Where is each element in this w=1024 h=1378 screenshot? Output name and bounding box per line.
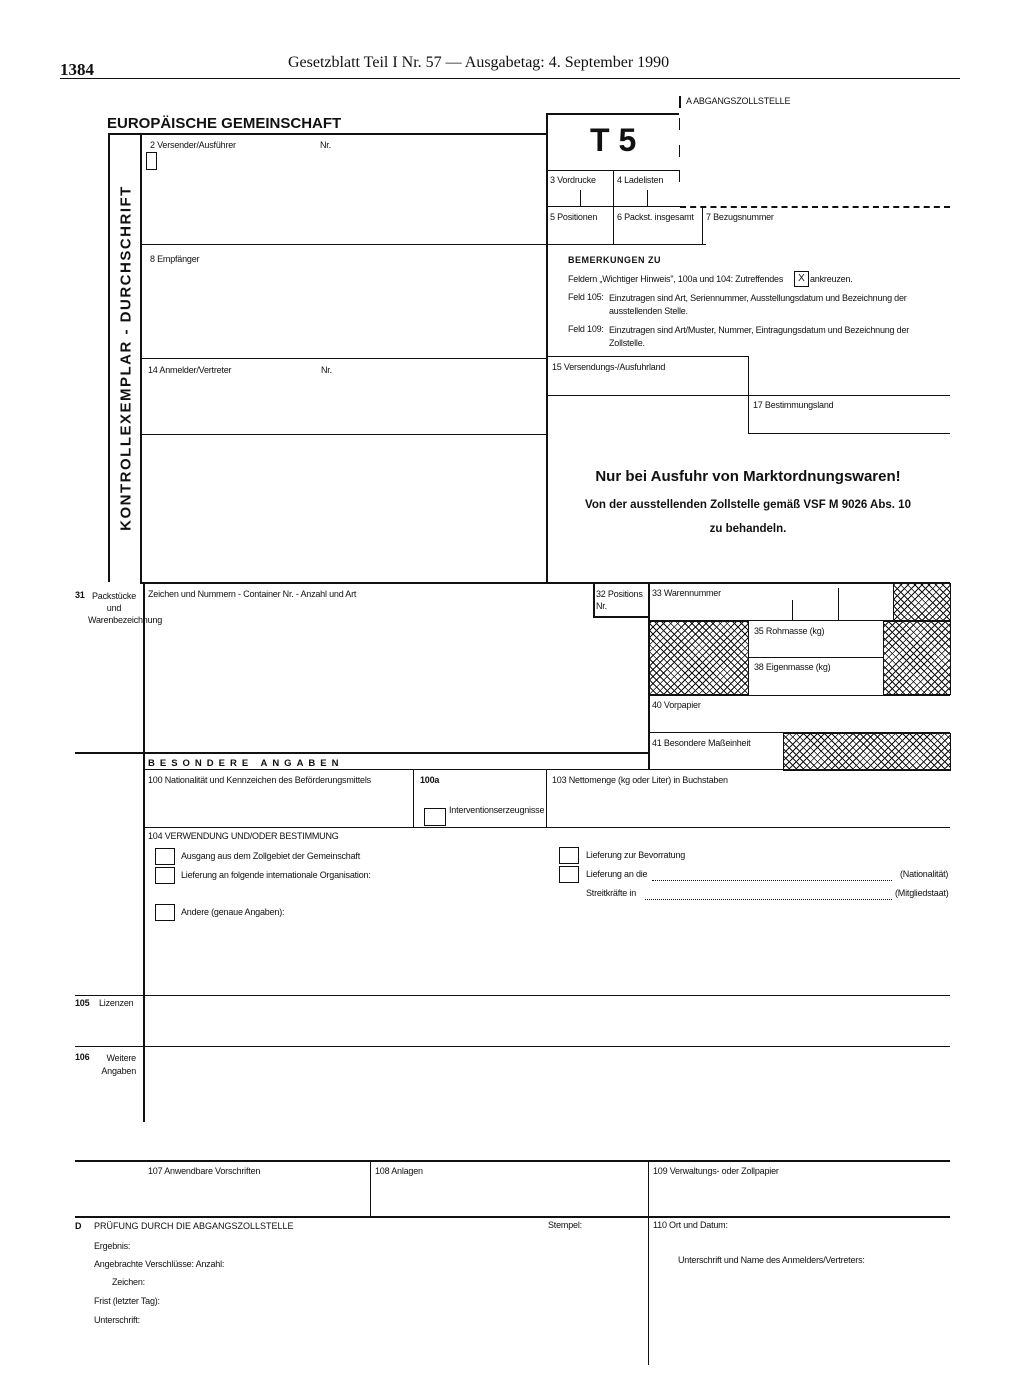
field-14-nr: Nr. xyxy=(321,365,332,375)
remarks-105-label: Feld 105: xyxy=(568,292,604,302)
field-106-label: Weitere Angaben xyxy=(101,1053,136,1076)
form-code: T 5 xyxy=(590,122,637,158)
field-108-109-divider xyxy=(648,1160,649,1365)
field-33-tick1 xyxy=(792,600,793,620)
field-35-crosshatch-left xyxy=(649,621,749,695)
stamp-label: Stempel: xyxy=(548,1220,582,1230)
field-3-4-divider xyxy=(613,170,614,206)
special-title: BESONDERE ANGABEN xyxy=(148,758,344,769)
field-110-signature: Unterschrift und Name des Anmelders/Vertreters: xyxy=(678,1255,865,1265)
remarks-line1b: ankreuzen. xyxy=(810,274,853,284)
row-14-bottom xyxy=(140,434,546,435)
field-a-label: A ABGANGSZOLLSTELLE xyxy=(686,96,791,106)
field-4-label: 4 Ladelisten xyxy=(617,175,664,185)
community-title: EUROPÄISCHE GEMEINSCHAFT xyxy=(107,115,342,132)
row-103-bottom xyxy=(143,827,950,828)
bezug-dashed-rule xyxy=(680,206,950,208)
side-label: KONTROLLEXEMPLAR - DURCHSCHRIFT xyxy=(117,185,135,531)
field-103-label: 103 Nettomenge (kg oder Liter) in Buchstaben xyxy=(552,775,728,785)
field-2-box[interactable] xyxy=(146,152,157,170)
field-105-num: 105 xyxy=(75,998,90,1008)
notice-line2: Von der ausstellenden Zollstelle gemäß VSF M 9026 Abs. 10 xyxy=(585,499,911,511)
opt-1-label: Ausgang aus dem Zollgebiet der Gemeinschaft xyxy=(181,851,361,861)
field-100-100a-divider xyxy=(413,769,414,827)
field-14-label: 14 Anmelder/Vertreter xyxy=(148,365,232,375)
special-left-column xyxy=(143,752,145,1122)
opt-5-dotted-line[interactable] xyxy=(652,880,892,881)
special-top-rule xyxy=(75,752,648,754)
header-rule xyxy=(60,78,960,79)
field-100a-label: 100a xyxy=(420,775,440,785)
row-5-bottom-right xyxy=(546,244,706,245)
field-33-tick2 xyxy=(838,588,839,620)
field-33-label: 33 Warennummer xyxy=(652,588,721,598)
opt-5b-dotted-line[interactable] xyxy=(645,899,892,900)
t5-top xyxy=(546,113,679,115)
row-105-top xyxy=(75,995,950,996)
opt-2-label: Lieferung an folgende internationale Organisation: xyxy=(181,870,371,880)
field-32-label: 32 Positions Nr. xyxy=(596,589,643,611)
row-35-bottom xyxy=(748,657,883,658)
field-5-label: 5 Positionen xyxy=(550,212,598,222)
field-31-text: Zeichen und Nummern - Container Nr. - Anzahl und Art xyxy=(148,589,357,599)
remarks-105-text: Einzutragen sind Art, Seriennummer, Ausstellungsdatum und Bezeichnung der ausstellenden Stelle. xyxy=(609,293,907,316)
opt-4-label: Lieferung zur Bevorratung xyxy=(586,850,686,860)
field-2-nr: Nr. xyxy=(320,140,331,150)
field-107-label: 107 Anwendbare Vorschriften xyxy=(148,1166,261,1176)
field-107-108-divider xyxy=(370,1160,371,1216)
field-6-label: 6 Packst. insgesamt xyxy=(617,212,694,222)
field-4-tick xyxy=(647,190,648,206)
field-108-label: 108 Anlagen xyxy=(375,1166,423,1176)
remarks-line1a: Feldern „Wichtiger Hinweis", 100a und 104: Zutreffendes xyxy=(568,274,784,284)
row-38-bottom xyxy=(648,695,950,696)
field-a-marker xyxy=(679,96,681,108)
side-column-left xyxy=(108,134,110,582)
notice-line3: zu behandeln. xyxy=(709,523,787,535)
field-100a-checkbox[interactable] xyxy=(424,808,446,826)
field-31-num: 31 xyxy=(75,590,85,600)
opt-1-checkbox[interactable] xyxy=(155,848,175,865)
field-38-label: 38 Eigenmasse (kg) xyxy=(754,662,831,672)
field-33-crosshatch xyxy=(893,583,951,621)
field-d-letter: D xyxy=(75,1221,82,1231)
row-17-bottom xyxy=(748,433,950,434)
row-106-bottom xyxy=(75,1160,950,1162)
goods-top-rule xyxy=(140,582,950,584)
field-35-crosshatch-right xyxy=(883,621,951,695)
field-d-label: PRÜFUNG DURCH DIE ABGANGSZOLLSTELLE xyxy=(94,1221,294,1231)
opt-4-checkbox[interactable] xyxy=(559,847,579,864)
field-41-crosshatch xyxy=(783,733,951,771)
row-15-top xyxy=(546,356,748,357)
opt-5b-member-state: (Mitgliedstaat) xyxy=(895,888,949,898)
d-seals: Angebrachte Verschlüsse: Anzahl: xyxy=(94,1259,225,1269)
row-105-bottom xyxy=(75,1046,950,1047)
remarks-title: BEMERKUNGEN ZU xyxy=(568,255,662,265)
row-d-top xyxy=(75,1216,950,1218)
d-deadline: Frist (letzter Tag): xyxy=(94,1296,160,1306)
t5-right-tick2 xyxy=(679,145,680,157)
gazette-title: Gesetzblatt Teil I Nr. 57 — Ausgabetag: 4. September 1990 xyxy=(288,54,670,71)
row-14-top xyxy=(140,358,546,359)
remarks-109-label: Feld 109: xyxy=(568,324,604,334)
row-5-bottom xyxy=(140,244,546,245)
opt-2-checkbox[interactable] xyxy=(155,867,175,884)
d-result: Ergebnis: xyxy=(94,1241,131,1251)
page-number: 1384 xyxy=(60,60,94,79)
field-32-box[interactable] xyxy=(593,582,648,618)
field-17-label: 17 Bestimmungsland xyxy=(753,400,834,410)
field-41-label: 41 Besondere Maßeinheit xyxy=(652,738,751,748)
notice-heading: Nur bei Ausfuhr von Marktordnungswaren! xyxy=(595,468,901,485)
opt-3-checkbox[interactable] xyxy=(155,904,175,921)
remarks-109-text: Einzutragen sind Art/Muster, Nummer, Eintragungsdatum und Bezeichnung der Zollstelle. xyxy=(609,325,910,348)
d-marks: Zeichen: xyxy=(112,1277,145,1287)
field-31-label: Packstücke und Warenbezeichnung xyxy=(88,591,163,625)
field-106-num: 106 xyxy=(75,1052,90,1062)
field-2-label: 2 Versender/Ausführer xyxy=(150,140,236,150)
t5-left xyxy=(546,113,548,583)
field-104-label: 104 VERWENDUNG UND/ODER BESTIMMUNG xyxy=(148,831,339,841)
opt-5-label: Lieferung an die xyxy=(586,869,648,879)
top-rule xyxy=(108,133,546,135)
remarks-checkbox-x: X xyxy=(794,271,809,287)
field-109-label: 109 Verwaltungs- oder Zollpapier xyxy=(653,1166,779,1176)
field-100a-103-divider xyxy=(546,769,547,827)
opt-3-label: Andere (genaue Angaben): xyxy=(181,907,285,917)
field-3-label: 3 Vordrucke xyxy=(550,175,596,185)
field-6-7-divider xyxy=(702,206,703,244)
field-110-label: 110 Ort und Datum: xyxy=(653,1220,728,1230)
field-100-label: 100 Nationalität und Kennzeichen des Beförderungsmittels xyxy=(148,775,371,785)
field-100a-option: Interventionserzeugnisse xyxy=(449,805,545,815)
field-7-label: 7 Bezugsnummer xyxy=(706,212,774,222)
opt-5-nationality: (Nationalität) xyxy=(900,869,949,879)
field-3-tick xyxy=(580,190,581,206)
field-40-label: 40 Vorpapier xyxy=(652,700,701,710)
field-105-label: Lizenzen xyxy=(99,998,134,1008)
field-8-label: 8 Empfänger xyxy=(150,254,200,264)
t5-right-tick1 xyxy=(679,118,680,130)
field-5-6-divider xyxy=(613,206,614,244)
opt-5-checkbox[interactable] xyxy=(559,866,579,883)
opt-5b-label: Streitkräfte in xyxy=(586,888,637,898)
field-15-label: 15 Versendungs-/Ausfuhrland xyxy=(552,362,666,372)
t5-right-tick3 xyxy=(679,170,680,182)
field-35-label: 35 Rohmasse (kg) xyxy=(754,626,825,636)
d-signature: Unterschrift: xyxy=(94,1315,140,1325)
row-17-top xyxy=(546,395,950,396)
goods-left-column xyxy=(143,582,145,752)
